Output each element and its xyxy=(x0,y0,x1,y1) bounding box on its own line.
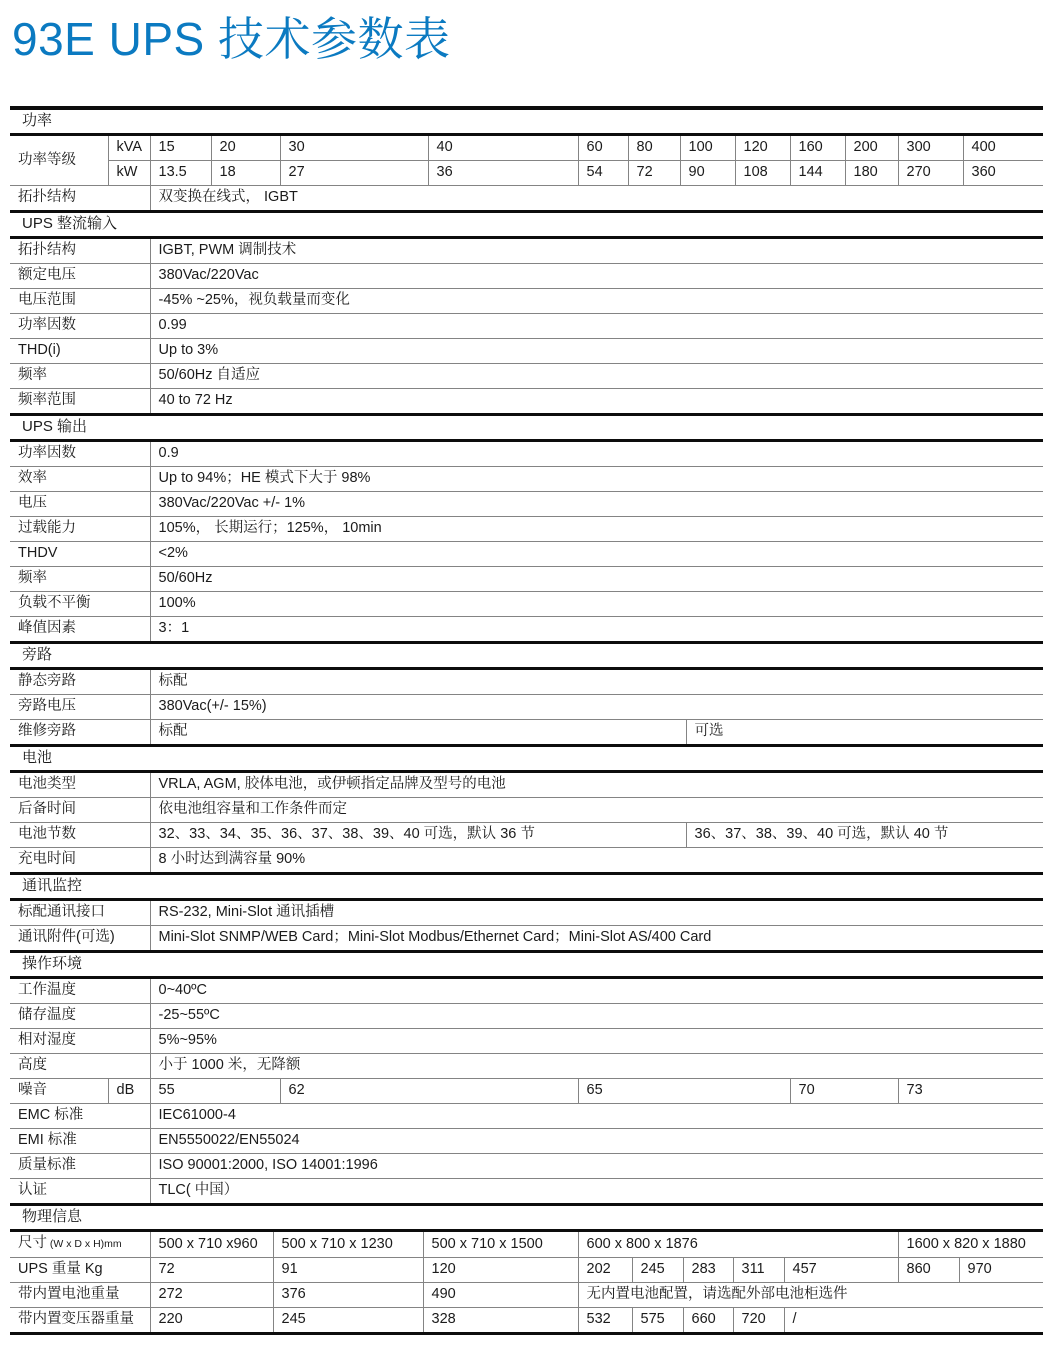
cell-value: 220 xyxy=(150,1308,273,1333)
cell-value: 无内置电池配置，请选配外部电池柜选件 xyxy=(578,1283,1043,1308)
cell-value: 120 xyxy=(735,136,790,161)
row-label: 频率 xyxy=(10,567,150,592)
cell-value: 600 x 800 x 1876 xyxy=(578,1232,898,1258)
row-label: 认证 xyxy=(10,1179,150,1204)
cell-value: 144 xyxy=(790,161,845,186)
table-row xyxy=(10,239,1043,264)
cell-value: 100 xyxy=(680,136,735,161)
table-row xyxy=(10,389,1043,414)
table-row xyxy=(10,542,1043,567)
cell-value: 1600 x 820 x 1880 xyxy=(898,1232,1043,1258)
cell-value: <2% xyxy=(150,542,1043,567)
row-label: 高度 xyxy=(10,1054,150,1079)
cell-value: 18 xyxy=(211,161,280,186)
section-header-environment: 操作环境 xyxy=(10,953,1043,979)
cell-value: Up to 3% xyxy=(150,339,1043,364)
section-header-communication: 通讯监控 xyxy=(10,875,1043,901)
section-bypass xyxy=(10,641,1043,744)
cell-value: 660 xyxy=(683,1308,733,1333)
table-row xyxy=(10,161,1043,186)
table-row xyxy=(10,798,1043,823)
cell-value: VRLA, AGM, 胶体电池，或伊顿指定品牌及型号的电池 xyxy=(150,773,1043,798)
cell-value: 311 xyxy=(733,1258,784,1283)
cell-value: IGBT, PWM 调制技术 xyxy=(150,239,1043,264)
row-label: 负载不平衡 xyxy=(10,592,150,617)
cell-value: 245 xyxy=(273,1308,423,1333)
table-row xyxy=(10,720,1043,745)
cell-value: 720 xyxy=(733,1308,784,1333)
row-label: 相对湿度 xyxy=(10,1029,150,1054)
table-row xyxy=(10,364,1043,389)
cell-value: 70 xyxy=(790,1079,898,1104)
row-label: 静态旁路 xyxy=(18,673,76,689)
cell-value: 500 x 710 x960 xyxy=(150,1232,273,1258)
cell-value: 200 xyxy=(845,136,898,161)
cell-value: 27 xyxy=(280,161,428,186)
row-unit: dB xyxy=(108,1079,150,1104)
section-grid-communication xyxy=(10,901,1043,950)
table-row xyxy=(10,1258,1043,1283)
cell-value: 20 xyxy=(211,136,280,161)
cell-value: 15 xyxy=(150,136,211,161)
cell-value: 575 xyxy=(632,1308,683,1333)
section-grid-rectifier-input xyxy=(10,239,1043,413)
row-unit: kVA xyxy=(108,136,150,161)
cell-value: 65 xyxy=(578,1079,790,1104)
table-row xyxy=(10,492,1043,517)
table-row xyxy=(10,1154,1043,1179)
cell-value: 400 xyxy=(963,136,1043,161)
row-label: EMI 标准 xyxy=(10,1129,150,1154)
cell-value: 8 小时达到满容量 90% xyxy=(150,848,1043,873)
table-row xyxy=(10,136,1043,161)
table-row xyxy=(10,1079,1043,1104)
cell-value: 457 xyxy=(784,1258,898,1283)
section-header-battery: 电池 xyxy=(10,747,1043,773)
row-label-suffix: (W x D x H)mm xyxy=(47,1238,122,1250)
cell-value: EN5550022/EN55024 xyxy=(150,1129,1043,1154)
row-label: 频率范围 xyxy=(10,389,150,414)
cell-value: RS-232, Mini-Slot 通讯插槽 xyxy=(150,901,1043,926)
cell-value: 90 xyxy=(680,161,735,186)
cell-value: 0.9 xyxy=(150,442,1043,467)
cell-value: 可选 xyxy=(686,720,1043,745)
section-grid-bypass xyxy=(10,670,1043,744)
cell-value: ISO 90001:2000, ISO 14001:1996 xyxy=(150,1154,1043,1179)
table-row xyxy=(10,926,1043,951)
cell-value: 500 x 710 x 1500 xyxy=(423,1232,578,1258)
row-label: 充电时间 xyxy=(10,848,150,873)
cell-value: 380Vac(+/- 15%) xyxy=(150,695,1043,720)
cell-value: Mini-Slot SNMP/WEB Card；Mini-Slot Modbus/Ethernet Card；Mini-Slot AS/400 Card xyxy=(150,926,1043,951)
row-label: 拓扑结构 xyxy=(10,186,150,211)
cell-value: 380Vac/220Vac +/- 1% xyxy=(150,492,1043,517)
cell-value: 标配 xyxy=(150,720,686,745)
cell-value: 双变换在线式， IGBT xyxy=(150,186,1043,211)
table-row xyxy=(10,1004,1043,1029)
table-row xyxy=(10,339,1043,364)
section-header-physical: 物理信息 xyxy=(10,1206,1043,1232)
row-unit: kW xyxy=(108,161,150,186)
section-grid-environment xyxy=(10,979,1043,1203)
section-header-power: 功率 xyxy=(10,110,1043,136)
table-row xyxy=(10,1029,1043,1054)
row-label: 过载能力 xyxy=(10,517,150,542)
section-environment xyxy=(10,950,1043,1203)
row-label: 标配通讯接口 xyxy=(18,904,105,920)
row-label: THD(i) xyxy=(10,339,150,364)
table-row xyxy=(10,1104,1043,1129)
cell-value: 40 xyxy=(428,136,578,161)
cell-value: 120 xyxy=(423,1258,578,1283)
cell-value: 5%~95% xyxy=(150,1029,1043,1054)
row-label: UPS 重量 Kg xyxy=(10,1258,150,1283)
cell-value: 376 xyxy=(273,1283,423,1308)
cell-value: 54 xyxy=(578,161,628,186)
table-row xyxy=(10,773,1043,798)
cell-value: -45% ~25%，视负载量而变化 xyxy=(150,289,1043,314)
cell-value: 272 xyxy=(150,1283,273,1308)
row-label: 通讯附件(可选) xyxy=(10,926,150,951)
table-row xyxy=(10,567,1043,592)
cell-value: 532 xyxy=(578,1308,632,1333)
cell-value: 依电池组容量和工作条件而定 xyxy=(150,798,1043,823)
cell-value: 91 xyxy=(273,1258,423,1283)
table-row xyxy=(10,617,1043,642)
table-row xyxy=(10,979,1043,1004)
section-power xyxy=(10,106,1043,210)
cell-value: 490 xyxy=(423,1283,578,1308)
cell-value: Up to 94%；HE 模式下大于 98% xyxy=(150,467,1043,492)
row-label: 维修旁路 xyxy=(10,720,150,745)
cell-value: / xyxy=(784,1308,1043,1333)
cell-value: 36 xyxy=(428,161,578,186)
row-label: 后备时间 xyxy=(10,798,150,823)
row-label: 电池类型 xyxy=(18,776,76,792)
cell-value: 270 xyxy=(898,161,963,186)
cell-value: 100% xyxy=(150,592,1043,617)
cell-value: 202 xyxy=(578,1258,632,1283)
cell-value: 36、37、38、39、40 可选，默认 40 节 xyxy=(686,823,1043,848)
cell-value: 50/60Hz xyxy=(150,567,1043,592)
cell-value: 30 xyxy=(280,136,428,161)
section-output xyxy=(10,413,1043,641)
cell-value: -25~55ºC xyxy=(150,1004,1043,1029)
cell-value: 0~40ºC xyxy=(150,979,1043,1004)
row-label: 拓扑结构 xyxy=(18,242,76,258)
table-row xyxy=(10,1129,1043,1154)
cell-value: 860 xyxy=(898,1258,959,1283)
section-battery xyxy=(10,744,1043,872)
row-label: 峰值因素 xyxy=(10,617,150,642)
cell-value: 300 xyxy=(898,136,963,161)
table-row xyxy=(10,1054,1043,1079)
cell-value: 62 xyxy=(280,1079,578,1104)
section-grid-output xyxy=(10,442,1043,641)
section-header-output: UPS 输出 xyxy=(10,416,1043,442)
cell-value: 180 xyxy=(845,161,898,186)
section-physical xyxy=(10,1203,1043,1332)
row-label: 工作温度 xyxy=(18,982,76,998)
row-label: 储存温度 xyxy=(10,1004,150,1029)
row-label: 功率因数 xyxy=(10,314,150,339)
table-row xyxy=(10,695,1043,720)
cell-value: 55 xyxy=(150,1079,280,1104)
cell-value: TLC( 中国） xyxy=(150,1179,1043,1204)
row-label: 功率因数 xyxy=(18,445,76,461)
section-grid-battery xyxy=(10,773,1043,872)
cell-value: 80 xyxy=(628,136,680,161)
table-row xyxy=(10,848,1043,873)
cell-value: 970 xyxy=(959,1258,1043,1283)
row-label: 带内置电池重量 xyxy=(10,1283,150,1308)
row-label: 噪音 xyxy=(10,1079,108,1104)
cell-value: 0.99 xyxy=(150,314,1043,339)
row-label: 频率 xyxy=(10,364,150,389)
cell-value: 245 xyxy=(632,1258,683,1283)
row-label: 尺寸 (W x D x H)mm xyxy=(18,1235,122,1251)
row-label: 效率 xyxy=(10,467,150,492)
table-row xyxy=(10,264,1043,289)
table-row xyxy=(10,592,1043,617)
section-rectifier-input xyxy=(10,210,1043,413)
table-row xyxy=(10,314,1043,339)
cell-value: 105%， 长期运行；125%， 10min xyxy=(150,517,1043,542)
table-row xyxy=(10,517,1043,542)
table-row xyxy=(10,823,1043,848)
table-row xyxy=(10,1308,1043,1333)
row-label: 电池节数 xyxy=(10,823,150,848)
cell-value: 72 xyxy=(150,1258,273,1283)
section-communication xyxy=(10,872,1043,950)
table-row xyxy=(10,1283,1043,1308)
cell-value: 380Vac/220Vac xyxy=(150,264,1043,289)
cell-value: 500 x 710 x 1230 xyxy=(273,1232,423,1258)
cell-value: 108 xyxy=(735,161,790,186)
spec-table xyxy=(10,106,1043,1335)
table-row xyxy=(10,467,1043,492)
row-label: 质量标准 xyxy=(10,1154,150,1179)
cell-value: IEC61000-4 xyxy=(150,1104,1043,1129)
cell-value: 小于 1000 米，无降额 xyxy=(150,1054,1043,1079)
cell-value: 360 xyxy=(963,161,1043,186)
row-label: 额定电压 xyxy=(10,264,150,289)
table-row xyxy=(10,1232,1043,1258)
cell-value: 160 xyxy=(790,136,845,161)
section-header-rectifier-input: UPS 整流输入 xyxy=(10,213,1043,239)
cell-value: 32、33、34、35、36、37、38、39、40 可选，默认 36 节 xyxy=(150,823,686,848)
table-row xyxy=(10,289,1043,314)
table-row xyxy=(10,186,1043,211)
cell-value: 40 to 72 Hz xyxy=(150,389,1043,414)
row-label: THDV xyxy=(10,542,150,567)
cell-value: 73 xyxy=(898,1079,1043,1104)
section-header-bypass: 旁路 xyxy=(10,644,1043,670)
row-label: 带内置变压器重量 xyxy=(10,1308,150,1333)
page-title: 93E UPS 技术参数表 xyxy=(12,13,451,65)
table-row xyxy=(10,442,1043,467)
table-row xyxy=(10,901,1043,926)
cell-value: 标配 xyxy=(150,670,1043,695)
section-grid-power xyxy=(10,136,1043,210)
cell-value: 3：1 xyxy=(150,617,1043,642)
cell-value: 328 xyxy=(423,1308,578,1333)
table-row xyxy=(10,1179,1043,1204)
row-label: 旁路电压 xyxy=(10,695,150,720)
row-label: EMC 标准 xyxy=(10,1104,150,1129)
section-grid-physical xyxy=(10,1232,1043,1332)
cell-value: 13.5 xyxy=(150,161,211,186)
cell-value: 50/60Hz 自适应 xyxy=(150,364,1043,389)
table-row xyxy=(10,670,1043,695)
row-label: 电压 xyxy=(10,492,150,517)
cell-value: 283 xyxy=(683,1258,733,1283)
cell-value: 60 xyxy=(578,136,628,161)
row-label: 电压范围 xyxy=(10,289,150,314)
row-label: 功率等级 xyxy=(18,151,76,168)
cell-value: 72 xyxy=(628,161,680,186)
